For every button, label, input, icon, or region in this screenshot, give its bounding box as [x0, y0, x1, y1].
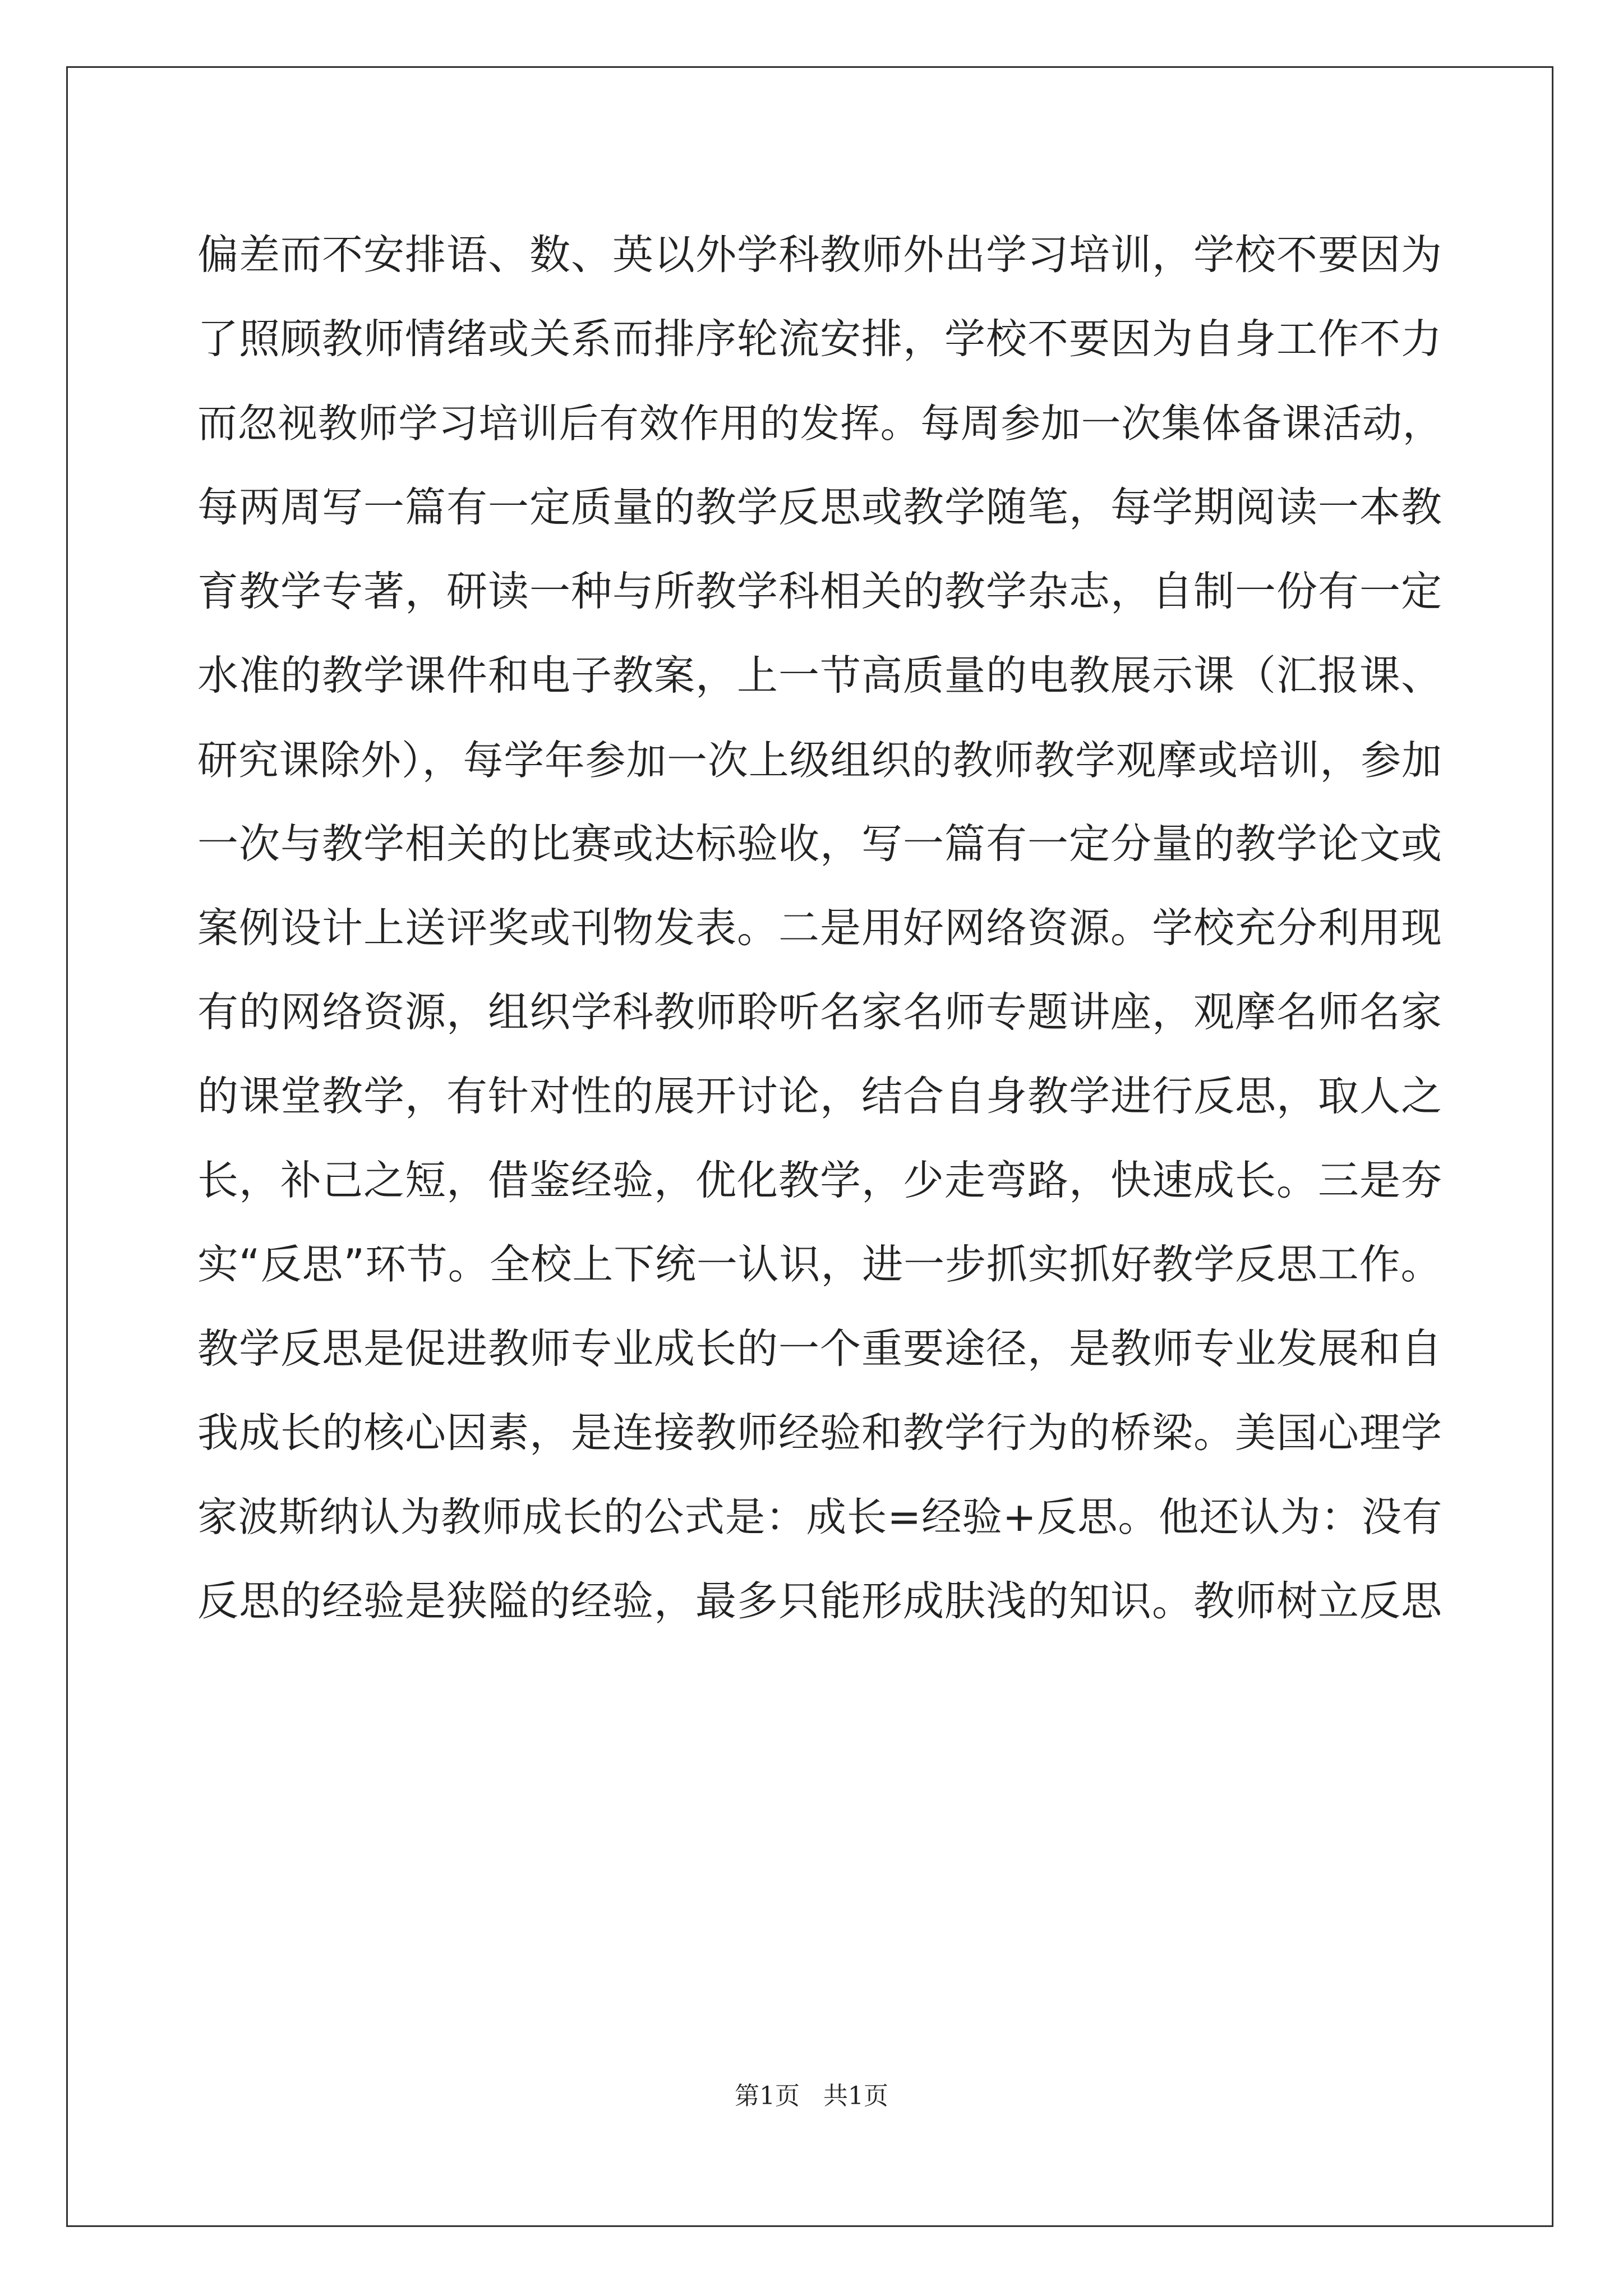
- text-line: 了照顾教师情绪或关系而排序轮流安排，学校不要因为自身工作不力: [197, 315, 1442, 363]
- page-footer: [0, 2076, 1623, 2111]
- text-line: 案例设计上送评奖或刊物发表。二是用好网络资源。学校充分利用现: [197, 904, 1442, 952]
- text-line: 教学反思是促进教师专业成长的一个重要途径，是教师专业发展和自: [197, 1325, 1442, 1373]
- text-line: 一次与教学相关的比赛或达标验收，写一篇有一定分量的教学论文或: [197, 820, 1442, 868]
- text-line: 偏差而不安排语、数、英以外学科教师外出学习培训，学校不要因为: [197, 231, 1442, 279]
- text-line: 有的网络资源，组织学科教师聆听名家名师专题讲座，观摩名师名家: [197, 988, 1442, 1036]
- text-line: 研究课除外），每学年参加一次上级组织的教师教学观摩或培训，参加: [197, 737, 1442, 784]
- text-line: 的课堂教学，有针对性的展开讨论，结合自身教学进行反思，取人之: [197, 1073, 1442, 1120]
- document-body: [197, 213, 1442, 1644]
- text-line: 实“反思”环节。全校上下统一认识，进一步抓实抓好教学反思工作。: [197, 1241, 1442, 1289]
- text-line: 水准的教学课件和电子教案，上一节高质量的电教展示课（汇报课、: [197, 652, 1442, 700]
- page-total: 共1页: [823, 2082, 888, 2110]
- text-line: 长，补己之短，借鉴经验，优化教学，少走弯路，快速成长。三是夯: [197, 1157, 1442, 1204]
- text-line: 育教学专著，研读一种与所教学科相关的教学杂志，自制一份有一定: [197, 568, 1442, 615]
- page-number: 第1页: [735, 2082, 800, 2110]
- text-line: 家波斯纳认为教师成长的公式是：成长=经验+反思。他还认为：没有: [197, 1494, 1443, 1540]
- text-line: 反思的经验是狭隘的经验，最多只能形成肤浅的知识。教师树立反思: [197, 1577, 1442, 1625]
- text-line: 每两周写一篇有一定质量的教学反思或教学随笔，每学期阅读一本教: [197, 484, 1442, 531]
- text-line: 而忽视教师学习培训后有效作用的发挥。每周参加一次集体备课活动，: [197, 400, 1443, 447]
- text-line: 我成长的核心因素，是连接教师经验和教学行为的桥梁。美国心理学: [197, 1409, 1442, 1457]
